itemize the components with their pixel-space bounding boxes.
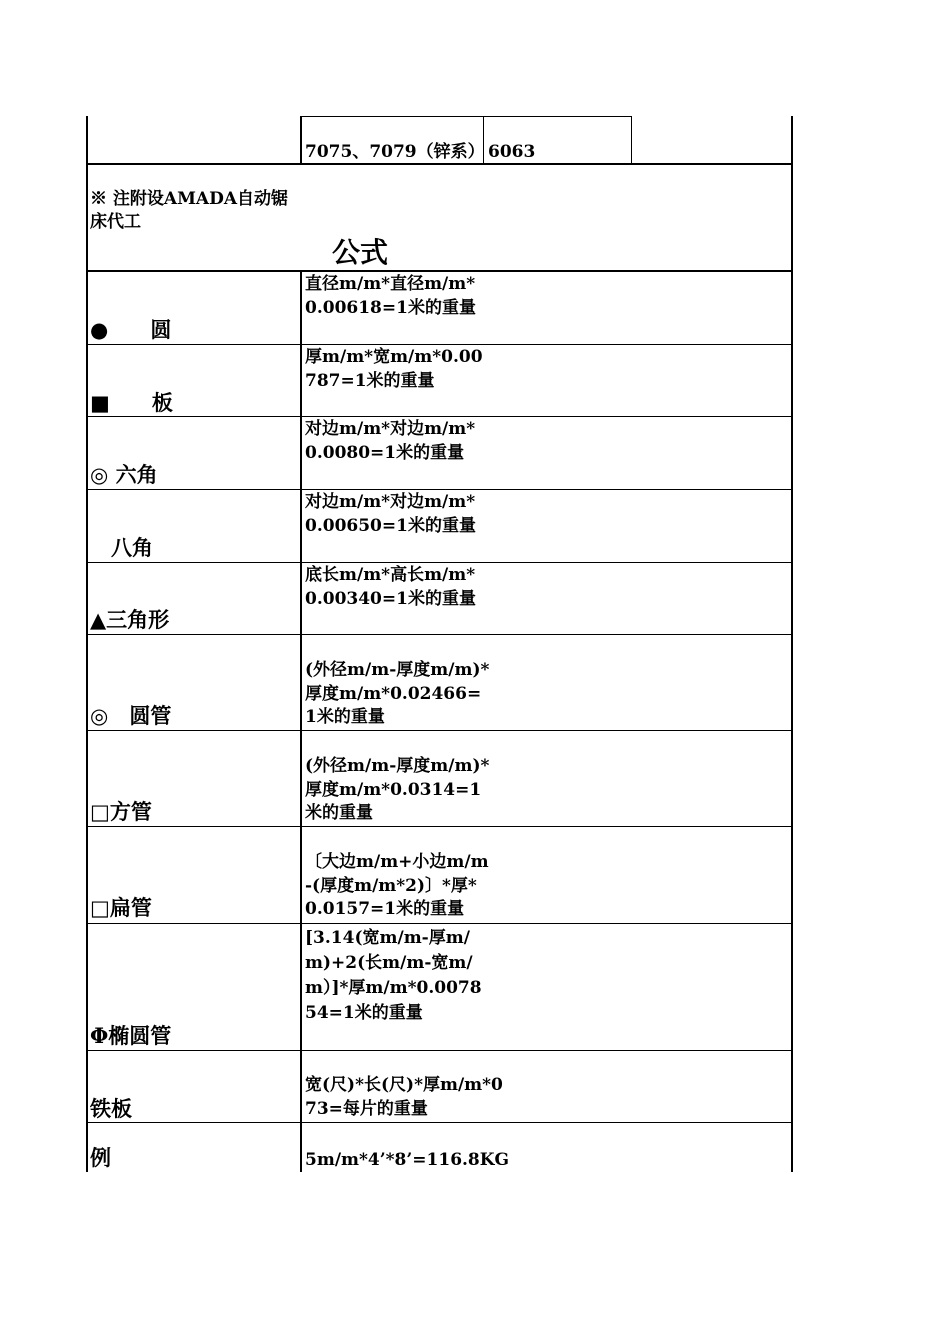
top-cell-divider bbox=[631, 116, 632, 164]
formula-hexagon: 对边m/m*对边m/m*0.0080=1米的重量 bbox=[305, 419, 476, 463]
shape-label-octagon: 八角 bbox=[90, 535, 153, 560]
note-line-1: ※ 注附设AMADA自动锯 bbox=[90, 189, 289, 209]
formula-iron-plate: 宽(尺)*长(尺)*厚m/m*073=每片的重量 bbox=[305, 1075, 503, 1119]
row-border bbox=[86, 562, 793, 563]
row-border bbox=[86, 344, 793, 345]
row-border bbox=[86, 1050, 793, 1051]
shape-label-round-tube: ◎ 圆管 bbox=[90, 703, 172, 728]
shape-label-triangle: ▲三角形 bbox=[90, 607, 170, 632]
row-border bbox=[86, 489, 793, 490]
formula-triangle: 底长m/m*高长m/m*0.00340=1米的重量 bbox=[305, 565, 476, 609]
row-border bbox=[86, 416, 793, 417]
formula-round: 直径m/m*直径m/m*0.00618=1米的重量 bbox=[305, 274, 476, 318]
shape-label-square-tube: □方管 bbox=[90, 799, 152, 824]
shape-label-hexagon: ◎ 六角 bbox=[90, 462, 158, 487]
table-left-border bbox=[86, 116, 88, 1172]
row-border bbox=[86, 826, 793, 827]
formula-round-tube: (外径m/m-厚度m/m)*厚度m/m*0.02466=1米的重量 bbox=[305, 660, 490, 727]
row-border bbox=[86, 270, 793, 272]
formula-octagon: 对边m/m*对边m/m*0.00650=1米的重量 bbox=[305, 492, 476, 536]
table-right-border bbox=[791, 116, 793, 1172]
alloy-6063-cell: 6063 bbox=[488, 142, 536, 162]
row-border bbox=[86, 634, 793, 635]
formula-square-tube: (外径m/m-厚度m/m)*厚度m/m*0.0314=1米的重量 bbox=[305, 756, 490, 823]
row-border bbox=[86, 730, 793, 731]
shape-label-iron-plate: 铁板 bbox=[90, 1096, 132, 1121]
shape-label-round: ● 圆 bbox=[90, 317, 172, 342]
formula-flat-tube: 〔大边m/m+小边m/m-(厚度m/m*2)〕*厚*0.0157=1米的重量 bbox=[305, 852, 489, 919]
shape-label-oval-tube: Φ椭圆管 bbox=[90, 1023, 172, 1048]
alloy-zinc-cell: 7075、7079（锌系） bbox=[305, 142, 485, 162]
note-line-2: 床代工 bbox=[90, 212, 141, 232]
column-divider bbox=[300, 116, 302, 164]
example-formula: 5m/m*4’*8’=116.8KG bbox=[305, 1150, 510, 1170]
formula-plate: 厚m/m*宽m/m*0.00787=1米的重量 bbox=[305, 347, 483, 391]
example-label: 例 bbox=[90, 1145, 111, 1170]
formula-oval-tube: [3.14(宽m/m-厚m/m)+2(长m/m-宽m/m）]*厚m/m*0.007854=1米的重量 bbox=[305, 928, 482, 1023]
shape-label-flat-tube: □扁管 bbox=[90, 895, 152, 920]
formula-header: 公式 bbox=[332, 236, 389, 269]
top-cell-border bbox=[300, 116, 632, 117]
row-border bbox=[86, 1122, 793, 1123]
shape-label-plate: ■ 板 bbox=[90, 390, 173, 415]
column-divider bbox=[300, 271, 302, 1172]
row-border bbox=[86, 923, 793, 924]
